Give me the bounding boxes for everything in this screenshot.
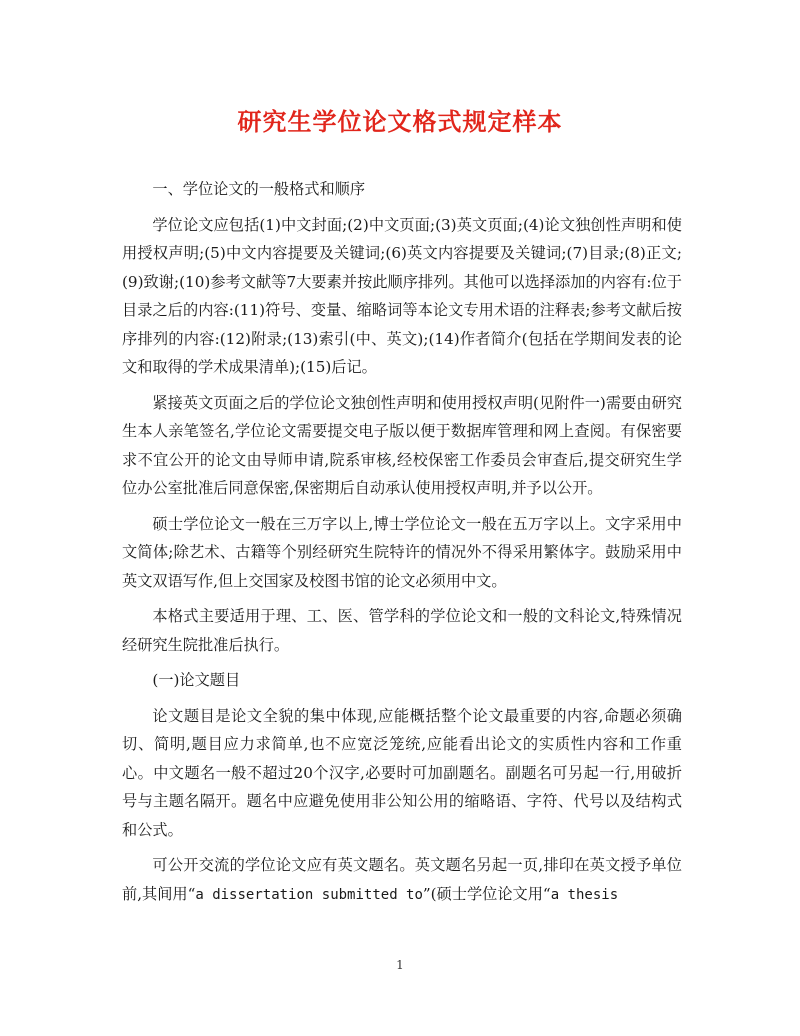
page-number: 1 (396, 958, 404, 972)
paragraph: 学位论文应包括(1)中文封面;(2)中文页面;(3)英文页面;(4)论文独创性声明和使用授权声明;(5)中文内容提要及关键词;(6)英文内容提要及关键词;(7)目录;(8)正文;(9)致谢;(10)参考文献等7大要素并按此顺序排列。其他可以选择添加的内容有:位于目录之后的内容:(11)符号、变量、缩略词等本论文专用术语的注释表;参考文献后按序排列的内容:(12)附录;(13)索引(中、英文);(14)作者简介(包括在学期间发表的论文和取得的学术成果清单);(15)后记。 (122, 215, 682, 376)
section-heading: 一、学位论文的一般格式和顺序 (152, 180, 366, 198)
paragraph: 论文题目是论文全貌的集中体现,应能概括整个论文最重要的内容,命题必须确切、简明,题目应力求简单,也不应宽泛笼统,应能看出论文的实质性内容和工作重心。中文题名一般不超过20个汉字,必要时可加副题名。副题名可另起一行,用破折号与主题名隔开。题名中应避免使用非公知公用的缩略语、字符、代号以及结构式和公式。 (122, 706, 682, 839)
paragraph: 硕士学位论文一般在三万字以上,博士学位论文一般在五万字以上。文字采用中文简体;除艺术、古籍等个别经研究生院特许的情况外不得采用繁体字。鼓励采用中英文双语写作,但上交国家及校图书馆的论文必须用中文。 (122, 514, 682, 590)
paragraph-last (122, 851, 682, 909)
paragraph-text: ”(硕士学位论文用“ (422, 884, 551, 903)
paragraph: 紧接英文页面之后的学位论文独创性声明和使用授权声明(见附件一)需要由研究生本人亲笔签名,学位论文需要提交电子版以便于数据库管理和网上查阅。有保密要求不宜公开的论文由导师申请,院系审核,经校保密工作委员会审查后,提交研究生学位办公室批准后同意保密,保密期后自动承认使用授权声明,并予以公开。 (122, 393, 682, 497)
subsection-heading: (一)论文题目 (152, 671, 241, 689)
english-phrase: a thesis (550, 886, 619, 903)
paragraph: 本格式主要适用于理、工、医、管学科的学位论文和一般的文科论文,特殊情况经研究生院批准后执行。 (122, 607, 682, 654)
document-title: 研究生学位论文格式规定样本 (237, 107, 563, 136)
document-body (122, 175, 682, 909)
english-phrase: a dissertation submitted to (195, 886, 423, 903)
paragraph-text: 可公开交流的学位论文应有英文题名。英文题名另起一页,排印在英文授予单位前,其间用“ (122, 856, 682, 903)
